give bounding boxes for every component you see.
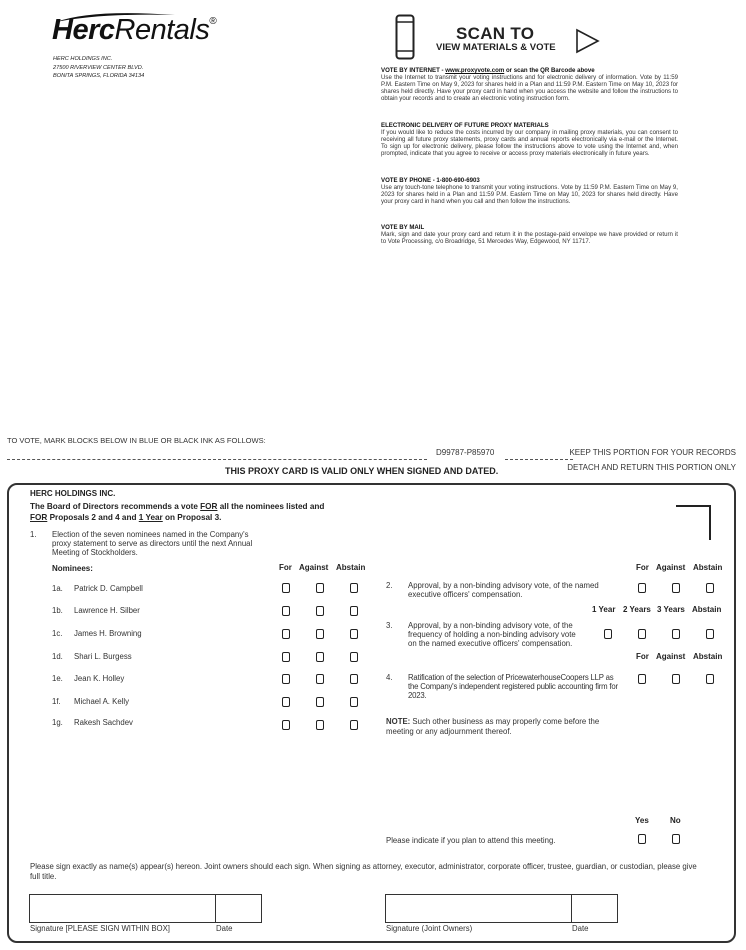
play-arrow-icon	[575, 28, 601, 54]
freq-2-years-header: 2 Years	[623, 605, 651, 614]
yes-header: Yes	[635, 816, 649, 825]
registration-corner-mark	[676, 505, 711, 540]
item-4-against-checkbox[interactable]	[672, 674, 680, 684]
col-for-header: For	[279, 563, 292, 572]
attend-meeting-text: Please indicate if you plan to attend this meeting.	[386, 836, 556, 845]
signature-label: Signature [PLEASE SIGN WITHIN BOX]	[30, 924, 170, 933]
item-3-abstain-checkbox[interactable]	[706, 629, 714, 639]
col-against-header: Against	[299, 563, 329, 572]
signature-date-divider	[215, 894, 216, 923]
item-4-text: Ratification of the selection of PricewaterhouseCoopers LLP as the Company's independent registered public accounting firm for 2023.	[408, 673, 618, 700]
vote-by-mail-section: VOTE BY MAIL Mark, sign and date your proxy card and return it in the postage-paid envelope we have provided or return it to Vote Processing, c/o Broadridge, 51 Mercedes Way, Edgewood, NY 11717.	[381, 224, 678, 245]
nominee-number: 1b.	[52, 606, 63, 615]
company-address-line-3: BONITA SPRINGS, FLORIDA 34134	[53, 73, 145, 79]
date-label-joint: Date	[572, 924, 589, 933]
signature-joint-date-divider	[571, 894, 572, 923]
nominee-1b-for-checkbox[interactable]	[282, 606, 290, 616]
herc-rentals-logo: HercRentals®	[52, 14, 217, 46]
nominee-1e-against-checkbox[interactable]	[316, 674, 324, 684]
nominee-name: Jean K. Holley	[74, 674, 125, 683]
detach-dashed-line-mid	[505, 459, 573, 460]
col-for-header-item4: For	[636, 652, 649, 661]
nominee-1f-against-checkbox[interactable]	[316, 697, 324, 707]
freq-3-years-header: 3 Years	[657, 605, 685, 614]
item-1-number: 1.	[30, 530, 37, 539]
nominees-label: Nominees:	[52, 564, 93, 573]
item-2-number: 2.	[386, 581, 393, 590]
attend-no-checkbox[interactable]	[672, 834, 680, 844]
nominee-1b-against-checkbox[interactable]	[316, 606, 324, 616]
item-4-for-checkbox[interactable]	[638, 674, 646, 684]
valid-notice: THIS PROXY CARD IS VALID ONLY WHEN SIGNED AND DATED.	[225, 466, 499, 476]
nominee-number: 1e.	[52, 674, 63, 683]
nominee-1f-abstain-checkbox[interactable]	[350, 697, 358, 707]
phone-icon	[395, 14, 415, 60]
keep-portion-label: KEEP THIS PORTION FOR YOUR RECORDS	[569, 448, 736, 457]
col-against-header-item4: Against	[656, 652, 686, 661]
item-2-against-checkbox[interactable]	[672, 583, 680, 593]
nominee-1e-for-checkbox[interactable]	[282, 674, 290, 684]
company-address-line-1: HERC HOLDINGS INC.	[53, 56, 113, 62]
nominee-number: 1f.	[52, 697, 61, 706]
item-3-text: Approval, by a non-binding advisory vote, of the frequency of holding a non-binding advisory vote on the named executive officers' compensation.	[408, 621, 576, 648]
signature-joint-label: Signature (Joint Owners)	[386, 924, 473, 933]
item-4-number: 4.	[386, 673, 393, 682]
nominee-name: Rakesh Sachdev	[74, 718, 133, 727]
col-for-header-right: For	[636, 563, 649, 572]
nominee-name: Michael A. Kelly	[74, 697, 130, 706]
signature-field[interactable]	[29, 894, 262, 923]
nominee-1a-abstain-checkbox[interactable]	[350, 583, 358, 593]
nominee-name: Shari L. Burgess	[74, 652, 132, 661]
item-3-3-years-checkbox[interactable]	[672, 629, 680, 639]
nominee-1a-against-checkbox[interactable]	[316, 583, 324, 593]
nominee-number: 1d.	[52, 652, 63, 661]
nominee-1c-for-checkbox[interactable]	[282, 629, 290, 639]
mark-instructions: TO VOTE, MARK BLOCKS BELOW IN BLUE OR BLACK INK AS FOLLOWS:	[7, 436, 266, 445]
date-label: Date	[216, 924, 233, 933]
attend-yes-checkbox[interactable]	[638, 834, 646, 844]
signature-joint-field[interactable]	[385, 894, 618, 923]
no-header: No	[670, 816, 681, 825]
item-2-for-checkbox[interactable]	[638, 583, 646, 593]
col-against-header-right: Against	[656, 563, 686, 572]
card-company-name: HERC HOLDINGS INC.	[30, 489, 116, 498]
col-abstain-header-item4: Abstain	[693, 652, 723, 661]
item-4-abstain-checkbox[interactable]	[706, 674, 714, 684]
board-recommendation: The Board of Directors recommends a vote FOR all the nominees listed and FOR Proposals 2 and 4 and 1 Year on Proposal 3.	[30, 502, 325, 522]
proxyvote-link[interactable]: www.proxyvote.com	[445, 67, 505, 74]
item-2-abstain-checkbox[interactable]	[706, 583, 714, 593]
detach-portion-label: DETACH AND RETURN THIS PORTION ONLY	[567, 463, 736, 472]
nominee-1c-against-checkbox[interactable]	[316, 629, 324, 639]
scan-to-heading: SCAN TO	[456, 24, 535, 43]
nominee-1b-abstain-checkbox[interactable]	[350, 606, 358, 616]
nominee-1c-abstain-checkbox[interactable]	[350, 629, 358, 639]
note-text: NOTE: Such other business as may properly come before the meeting or any adjournment thereof.	[386, 717, 600, 736]
nominee-number: 1a.	[52, 584, 63, 593]
view-materials-vote-heading: VIEW MATERIALS & VOTE	[436, 42, 556, 53]
nominee-1d-abstain-checkbox[interactable]	[350, 652, 358, 662]
item-2-text: Approval, by a non-binding advisory vote, of the named executive officers' compensation.	[408, 581, 599, 599]
nominee-1d-against-checkbox[interactable]	[316, 652, 324, 662]
nominee-name: James H. Browning	[74, 629, 142, 638]
item-3-2-years-checkbox[interactable]	[638, 629, 646, 639]
nominee-name: Lawrence H. Silber	[74, 606, 140, 615]
vote-by-phone-section: VOTE BY PHONE - 1-800-690-6903 Use any touch-tone telephone to transmit your voting instructions. Vote by 11:59 P.M. Eastern Time on May 9, 2023 for shares held in a Plan and 11:59 P.M. Eastern Time on May 10, 2023 for shares held directly. Have your proxy card in hand when you call and then follow the instructions.	[381, 177, 678, 205]
nominee-1g-against-checkbox[interactable]	[316, 720, 324, 730]
nominee-1f-for-checkbox[interactable]	[282, 697, 290, 707]
logo-swoosh	[52, 11, 177, 23]
item-3-1-year-checkbox[interactable]	[604, 629, 612, 639]
sign-instructions: Please sign exactly as name(s) appear(s) hereon. Joint owners should each sign. When signing as attorney, executor, administrator, corporate officer, trustee, guardian, or custodian, please give full title.	[30, 862, 697, 881]
company-address-line-2: 27500 RIVERVIEW CENTER BLVD.	[53, 64, 144, 71]
nominee-1g-for-checkbox[interactable]	[282, 720, 290, 730]
freq-1-year-header: 1 Year	[592, 605, 616, 614]
nominee-1e-abstain-checkbox[interactable]	[350, 674, 358, 684]
nominee-1a-for-checkbox[interactable]	[282, 583, 290, 593]
col-abstain-header: Abstain	[336, 563, 366, 572]
nominee-1d-for-checkbox[interactable]	[282, 652, 290, 662]
item-3-number: 3.	[386, 621, 393, 630]
control-number: D99787-P85970	[436, 448, 495, 457]
nominee-1g-abstain-checkbox[interactable]	[350, 720, 358, 730]
vote-by-internet-section: VOTE BY INTERNET - www.proxyvote.com or scan the QR Barcode above Use the Internet to transmit your voting instructions and for electronic delivery of information. Vote by 11:59 P.M. Eastern Time on May 9, 2023 for shares held in a Plan and 11:59 P.M. Eastern Time on May 10, 2023 for shares held directly. Have your proxy card in hand when you access the website and follow the instructions to obtain your records and to create an electronic voting instruction form.	[381, 67, 678, 102]
nominee-name: Patrick D. Campbell	[74, 584, 143, 593]
item-1-text: Election of the seven nominees named in the Company's proxy statement to serve as directors until the next Annual Meeting of Stockholders.	[52, 530, 253, 557]
electronic-delivery-section: ELECTRONIC DELIVERY OF FUTURE PROXY MATERIALS If you would like to reduce the costs incurred by our company in mailing proxy materials, you can consent to receiving all future proxy statements, proxy cards and annual reports electronically via e-mail or the Internet. To sign up for electronic delivery, please follow the instructions above to vote using the Internet and, when prompted, indicate that you agree to receive or access proxy materials electronically in future years.	[381, 122, 678, 157]
detach-dashed-line-left	[7, 459, 427, 460]
nominee-number: 1c.	[52, 629, 63, 638]
freq-abstain-header: Abstain	[692, 605, 722, 614]
col-abstain-header-right: Abstain	[693, 563, 723, 572]
nominee-number: 1g.	[52, 718, 63, 727]
